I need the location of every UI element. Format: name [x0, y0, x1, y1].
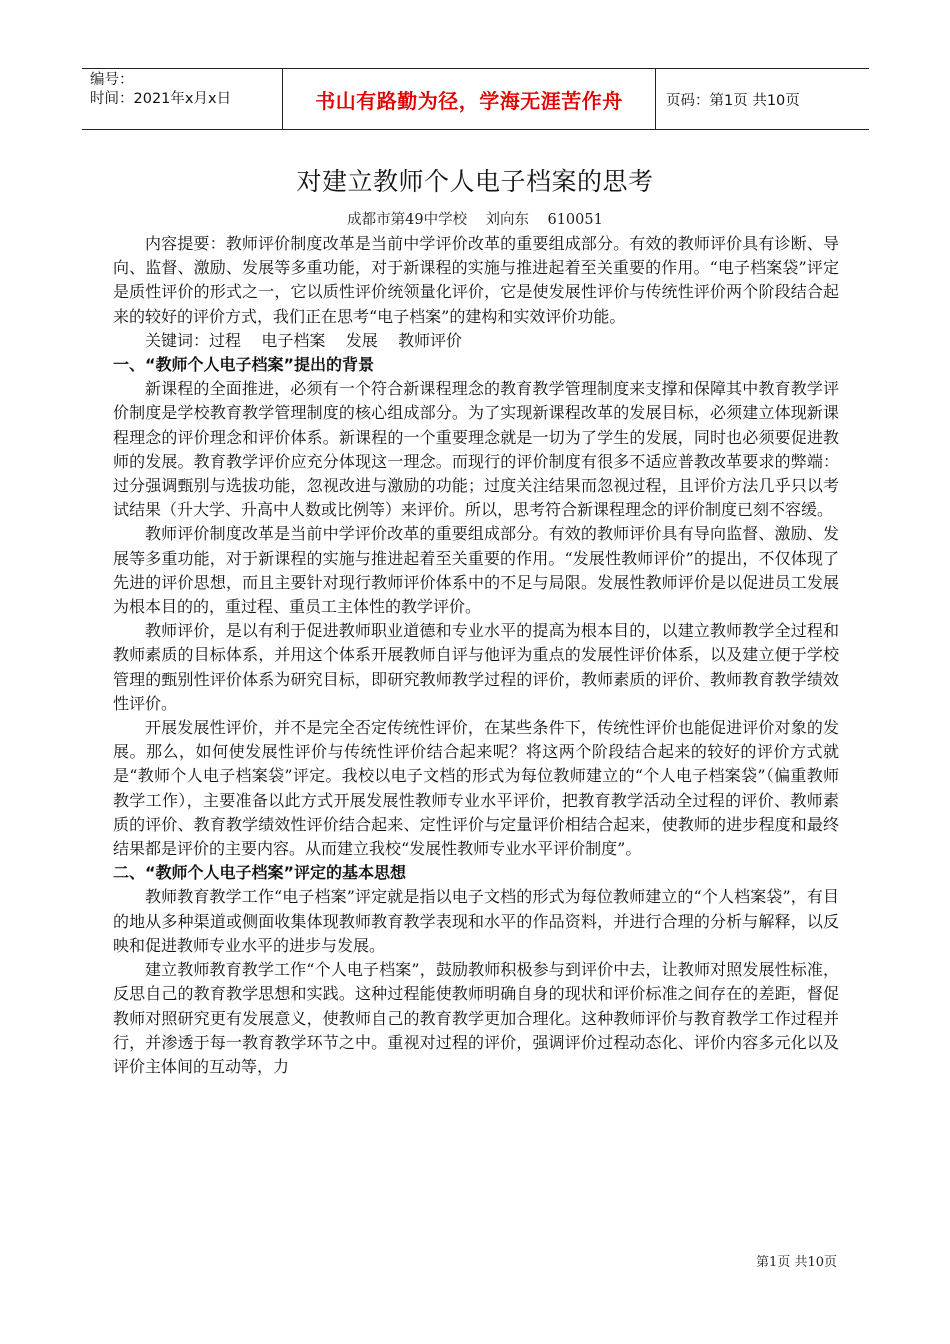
document-time-label: 时间：2021年x月x日 — [90, 91, 232, 107]
abstract-paragraph: 内容提要：教师评价制度改革是当前中学评价改革的重要组成部分。有效的教师评价具有诊断、导向、监督、激励、发展等多重功能，对于新课程的实施与推进起着至关重要的作用。“电子档案袋”评定是质性评价的形式之一，它以质性评价统领量化评价，它是使发展性评价与传统性评价两个阶段结合起来的较好的评价方式，我们正在思考“电子档案”的建构和实效评价功能。 — [113, 234, 839, 326]
document-body — [113, 232, 839, 1079]
body-paragraph: 教师教育教学工作“电子档案”评定就是指以电子文档的形式为每位教师建立的“个人档案袋”，有目的地从多种渠道或侧面收集体现教师教育教学表现和水平的作品资料，并进行合理的分析与解释，以反映和促进教师专业水平的进步与发展。 — [113, 887, 839, 955]
document-number-label: 编号： — [90, 72, 134, 88]
body-paragraph: 教师评价，是以有利于促进教师职业道德和专业水平的提高为根本目的，以建立教师教学全过程和教师素质的目标体系，并用这个体系开展教师自评与他评为重点的发展性评价体系，以及建立便于学校管理的甄别性评价体系为研究目标，即研究教师教学过程的评价，教师素质的评价、教师教育教学绩效性评价。 — [113, 621, 839, 713]
body-paragraph: 建立教师教育教学工作“个人电子档案”，鼓励教师积极参与到评价中去，让教师对照发展性标准，反思自己的教育教学思想和实践。这种过程能使教师明确自身的现状和评价标准之间存在的差距，督促教师对照研究更有发展意义，使教师自己的教育教学更加合理化。这种教师评价与教育教学工作过程并行，并渗透于每一教育教学环节之中。重视对过程的评价，强调评价过程动态化、评价内容多元化以及评价主体间的互动等，力 — [113, 960, 839, 1076]
keywords-line: 关键词：过程 电子档案 发展 教师评价 — [145, 330, 463, 350]
header-motto: 书山有路勤为径，学海无涯苦作舟 — [282, 69, 656, 129]
body-paragraph: 新课程的全面推进，必须有一个符合新课程理念的教育教学管理制度来支撑和保障其中教育教学评价制度是学校教育教学管理制度的核心组成部分。为了实现新课程改革的发展目标，必须建立体现新课程理念的评价理念和评价体系。新课程的一个重要理念就是一切为了学生的发展，同时也必须要促进教师的发展。教育教学评价应充分体现这一理念。而现行的评价制度有很多不适应普教改革要求的弊端：过分强调甄别与选拔功能，忽视改进与激励的功能；过度关注结果而忽视过程，且评价方法几乎只以考试结果（升大学、升高中人数或比例等）来评价。所以，思考符合新课程理念的评价制度已刻不容缓。 — [113, 379, 839, 520]
header-table — [82, 68, 869, 130]
body-paragraph: 教师评价制度改革是当前中学评价改革的重要组成部分。有效的教师评价具有导向监督、激励、发展等多重功能，对于新课程的实施与推进起着至关重要的作用。“发展性教师评价”的提出，不仅体现了先进的评价思想，而且主要针对现行教师评价体系中的不足与局限。发展性教师评价是以促进员工发展为根本目的的，重过程、重员工主体性的教学评价。 — [113, 524, 839, 617]
body-paragraph: 开展发展性评价，并不是完全否定传统性评价，在某些条件下，传统性评价也能促进评价对象的发展。那么，如何使发展性评价与传统性评价结合起来呢？将这两个阶段结合起来的较好的评价方式就是“教师个人电子档案袋”评定。我校以电子文档的形式为每位教师建立的“个人电子档案袋”（偏重教师教学工作），主要准备以此方式开展发展性教师专业水平评价，把教育教学活动全过程的评价、教师素质的评价、教育教学绩效性评价结合起来、定性评价与定量评价相结合起来，使教师的进步程度和最终结果都是评价的主要内容。从而建立我校“发展性教师专业水平评价制度”。 — [113, 718, 839, 859]
section-heading-1: 一、“教师个人电子档案”提出的背景 — [113, 355, 375, 375]
header-meta — [82, 69, 282, 129]
document-title: 对建立教师个人电子档案的思考 — [296, 167, 654, 196]
author-byline: 成都市第49中学校 刘向东 610051 — [347, 212, 603, 228]
header-page-code: 页码：第1页 共10页 — [666, 92, 800, 109]
page-footer: 第1页 共10页 — [756, 1255, 837, 1270]
section-heading-2: 二、“教师个人电子档案”评定的基本思想 — [113, 863, 407, 883]
